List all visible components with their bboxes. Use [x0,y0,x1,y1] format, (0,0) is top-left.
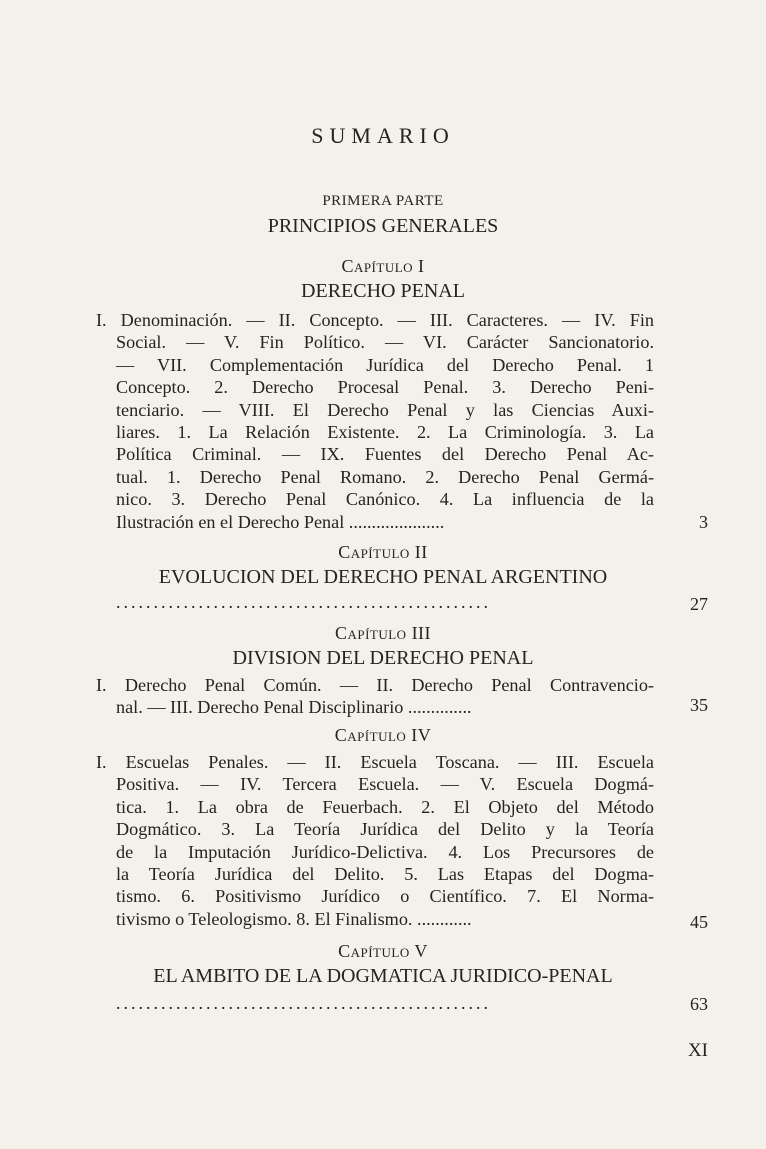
page-number: 3 [699,512,708,532]
entry-line: la Teoría Jurídica del Delito. 5. Las Etapas del Dogma- [116,864,654,885]
dot-leader: .................................................. [116,592,491,612]
chapter-label: Capítulo II [338,542,428,562]
chapter-label: Capítulo III [334,623,432,643]
chapter-entry [96,674,654,719]
entry-line: Ilustración en el Derecho Penal ..................... [116,511,445,532]
entry-line: I. Denominación. — II. Concepto. — III. Caracteres. — IV. Fin [96,310,654,330]
entry-line: nal. — III. Derecho Penal Disciplinario .............. [116,697,472,718]
entry-line: tica. 1. La obra de Feuerbach. 2. El Objeto del Método [116,796,654,817]
entry-line: nico. 3. Derecho Penal Canónico. 4. La influencia de la [116,489,654,510]
entry-line: Política Criminal. — IX. Fuentes del Derecho Penal Ac- [116,444,654,465]
page-number: 35 [690,695,708,715]
dot-leader: .................................................. [116,993,491,1013]
page-number: 45 [690,912,708,932]
chapter-label: Capítulo IV [334,725,432,745]
page-title: SUMARIO [311,123,455,148]
entry-line: tivismo o Teleologismo. 8. El Finalismo. ............ [116,908,472,929]
entry-line: I. Escuelas Penales. — II. Escuela Toscana. — III. Escuela [96,752,654,772]
entry-line: tismo. 6. Positivismo Jurídico o Científico. 7. El Norma- [116,886,654,907]
entry-line: de la Imputación Jurídico-Delictiva. 4. Los Precursores de [116,841,654,862]
page-number: 27 [690,594,708,614]
chapter-label: Capítulo V [338,941,428,961]
chapter-title: EL AMBITO DE LA DOGMATICA JURIDICO-PENAL [153,965,613,987]
page-number: 63 [690,994,708,1014]
entry-line: Social. — V. Fin Político. — VI. Carácter Sancionatorio. [116,332,654,353]
part-title: PRINCIPIOS GENERALES [267,215,499,237]
chapter-entry [96,751,654,930]
entry-line: I. Derecho Penal Común. — II. Derecho Penal Contravencio- [96,675,654,695]
chapter-entry [96,309,654,533]
entry-line: Dogmático. 3. La Teoría Jurídica del Delito y la Teoría [116,819,654,840]
chapter-title: DIVISION DEL DERECHO PENAL [232,647,534,669]
entry-line: Positiva. — IV. Tercera Escuela. — V. Escuela Dogmá- [116,774,654,795]
entry-line: tenciario. — VIII. El Derecho Penal y las Ciencias Auxi- [116,399,654,420]
folio-number: XI [687,1040,708,1061]
chapter-title: DERECHO PENAL [301,280,465,302]
entry-line: — VII. Complementación Jurídica del Derecho Penal. 1 [116,354,654,375]
entry-line: Concepto. 2. Derecho Procesal Penal. 3. Derecho Peni- [116,377,654,398]
chapter-title: EVOLUCION DEL DERECHO PENAL ARGENTINO [158,566,608,588]
part-label: PRIMERA PARTE [322,193,444,209]
chapter-label: Capítulo I [341,256,425,276]
entry-line: liares. 1. La Relación Existente. 2. La Criminología. 3. La [116,422,654,443]
entry-line: tual. 1. Derecho Penal Romano. 2. Derecho Penal Germá- [116,466,654,487]
